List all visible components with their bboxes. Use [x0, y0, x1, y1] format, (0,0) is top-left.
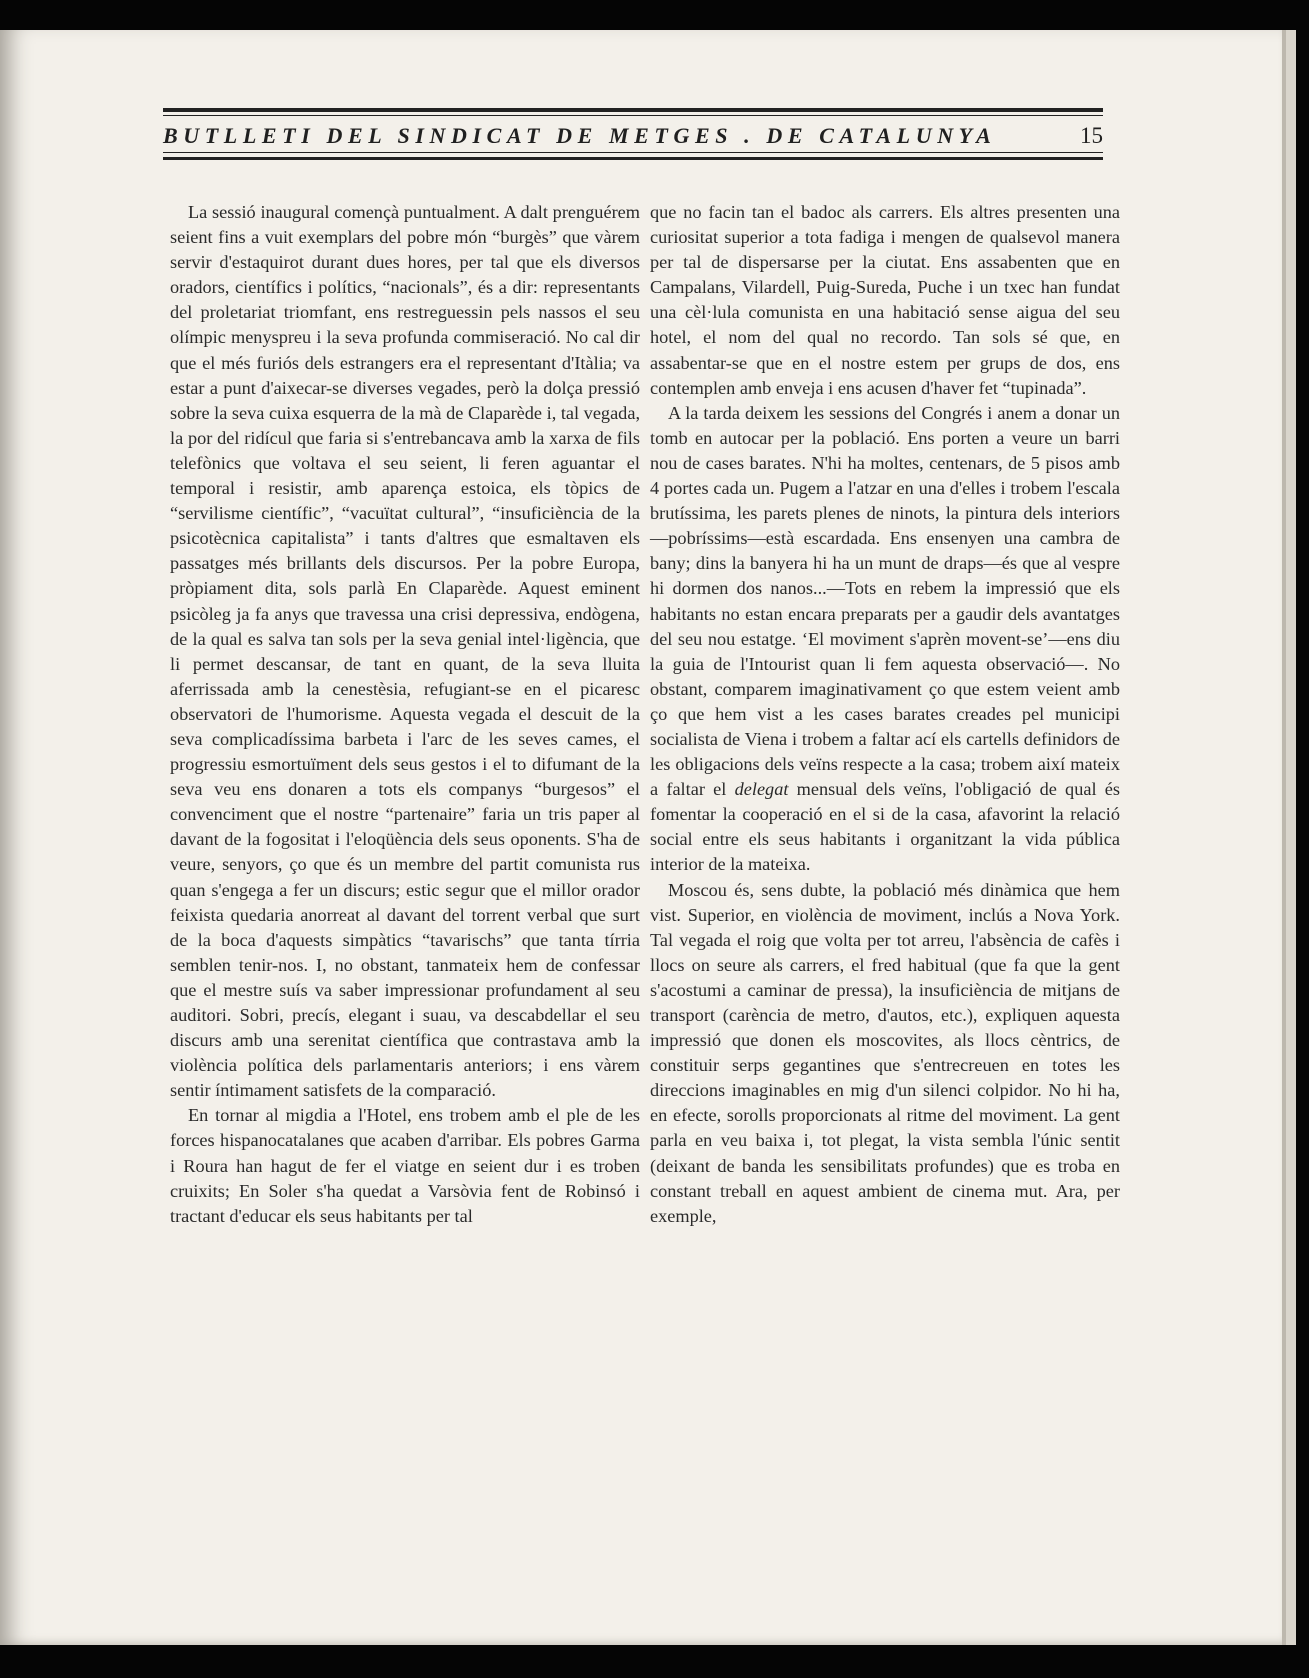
- paragraph-afternoon-tour: [650, 401, 1120, 878]
- paragraph-inaugural-session: La sessió inaugural començà puntualment. A dalt prenguérem seient fins a vuit exemplars del pobre món “burgès” que vàrem servir d'estaquirot durant dues hores, per tal que els diversos oradors, científics i polítics, “nacionals”, és a dir: representants del proletariat triomfant, ens restreguessin pels nassos el seu olímpic menyspreu i la seva profunda commiseració. No cal dir que el més furiós dels estrangers era el representant d'Itàlia; va estar a punt d'aixecar-se diverses vegades, però la dolça pressió sobre la seva cuixa esquerra de la mà de Claparède i, tal vegada, la por del ridícul que faria si s'entrebancava amb la xarxa de fils telefònics que voltava el seu seient, li feren aguantar el temporal i resistir, amb aparença estoica, els tòpics de “servilisme científic”, “vacuïtat cultural”, “insuficiència de la psicotècnica capitalista” i tants d'altres que esmaltaven els passatges més brillants dels discursos. Per la pobre Europa, pròpiament dita, sols parlà En Claparède. Aquest eminent psicòleg ja fa anys que travessa una crisi depressiva, endògena, de la qual es salva tan sols per la seva genial intel·ligència, que li permet descansar, de tant en quant, de la seva lluita aferrissada amb la cenestèsia, refugiant-se en el picaresc observatori de l'humorisme. Aquesta vegada el descuit de la seva complicadíssima barbeta i l'arc de les seves cames, el progressiu esmortuïment dels seus gestos i el to difumant de la seva veu ens donaren a tots els companys “burgesos” el convenciment que el nostre “partenaire” faria un tris paper al davant de la fogositat i l'eloqüència dels seus oponents. S'ha de veure, senyors, ço que és un membre del partit comunista rus quan s'engega a fer un discurs; estic segur que el millor orador feixista quedaria anorreat al davant del torrent verbal que surt de la boca d'aquests simpàtics “tavarischs” que tanta tírria semblen tenir-nos. I, no obstant, tanmateix hem de confessar que el mestre suís va saber impressionar profundament al seu auditori. Sobri, precís, elegant i suau, va descabdellar el seu discurs amb una serenitat científica que contrastava amb la violència política dels parlamentaris anteriors; i ens vàrem sentir íntimament satisfets de la comparació.: [170, 202, 641, 1101]
- paragraph-afternoon-tour-text: A la tarda deixem les sessions del Congrés i anem a donar un tomb en autocar per la població. Ens porten a veure un barri nou de cases barates. N'hi ha moltes, centenars, de 5 pisos amb 4 portes cada un. Pugem a l'atzar en una d'elles i trobem l'escala brutíssima, les parets plenes de ninots, la pintura dels interiors—pobríssims—està escardada. Ens ensenyen una cambra de bany; dins la banyera hi ha un munt de draps—és que al vespre hi dormen dos nanos...—Tots en rebem la impressió que els habitants no estan encara preparats per a gaudir dels avantatges del seu nou estatge. ‘El moviment s'aprèn movent-se’—ens diu la guia de l'Intourist quan li fem aquesta observació—. No obstant, comparem imaginativament ço que estem veient amb ço que hem vist a les cases barates creades pel municipi socialista de Viena i trobem a faltar ací els cartells definidors de les obligacions dels veïns respecte a la casa; trobem així mateix a faltar el: [650, 402, 1120, 800]
- header-rule-bottom-thin: [163, 152, 1103, 153]
- paragraph-moscow: Moscou és, sens dubte, la població més dinàmica que hem vist. Superior, en violència de moviment, inclús a Nova York. Tal vegada el roig que volta per tot arreu, l'absència de cafès i llocs on seure als carrers, el fred habitual (que fa que la gent s'acostumi a caminar de pressa), la insuficiència de mitjans de transport (carència de metro, d'autos, etc.), expliquen aquesta impressió que donen els moscovites, als llocs cèntrics, de constituir serps gegantines que s'entrecreuen en totes les direccions imaginables en mig d'un silenci colpidor. No hi ha, en efecte, sorolls proporcionats al ritme del moviment. La gent parla en veu baixa i, tot plegat, la vista sembla l'únic sentit (deixant de banda les sensibilitats profundes) que es troba en constant treball en aquest ambient de cinema mut. Ara, per exemple,: [650, 879, 1120, 1226]
- paragraph-return-hotel: En tornar al migdia a l'Hotel, ens trobem amb el ple de les forces hispanocatalanes que acaben d'arribar. Els pobres Garma i Roura han hagut de fer el viatge en seient dur i es troben cruixits; En Soler s'ha quedat a Varsòvia fent de Robinsó i tractant d'educar els seus habitants per tal: [170, 1105, 640, 1226]
- italic-term-delegat: delegat: [734, 779, 789, 800]
- journal-title: BUTLLETI DEL SINDICAT DE METGES . DE CATALUNYA: [163, 123, 997, 148]
- header-rule-top-thin: [163, 115, 1103, 116]
- left-column: [170, 200, 640, 1229]
- paragraph-continuation: que no facin tan el badoc als carrers. Els altres presenten una curiositat superior a tota fadiga i mengen de qualsevol manera per tal de dispersarse per la ciutat. Ens assabenten que en Campalans, Vilardell, Puig-Sureda, Puche i un txec han fundat una cèl·lula comunista en una habitació sense aigua del seu hotel, el nom del qual no recordo. Tan sols sé que, en assabentar-se que en el nostre estem per grups de dos, ens contemplen amb enveja i ens acusen d'haver fet “tupinada”.: [650, 202, 1120, 398]
- page-number: 15: [1080, 123, 1103, 148]
- running-head: [163, 121, 1103, 151]
- right-column: [650, 200, 1120, 1229]
- paragraph-afternoon-tour-end: mensual dels veïns, l'obligació de qual és fomentar la cooperació en el si de la casa, afavorint la relació social entre els seus habitants i organitzant la vida pública interior de la mateixa.: [650, 779, 1121, 875]
- header-rule-top-thick: [163, 108, 1103, 112]
- journal-page: [0, 30, 1286, 1645]
- header-rule-bottom-thick: [163, 157, 1103, 160]
